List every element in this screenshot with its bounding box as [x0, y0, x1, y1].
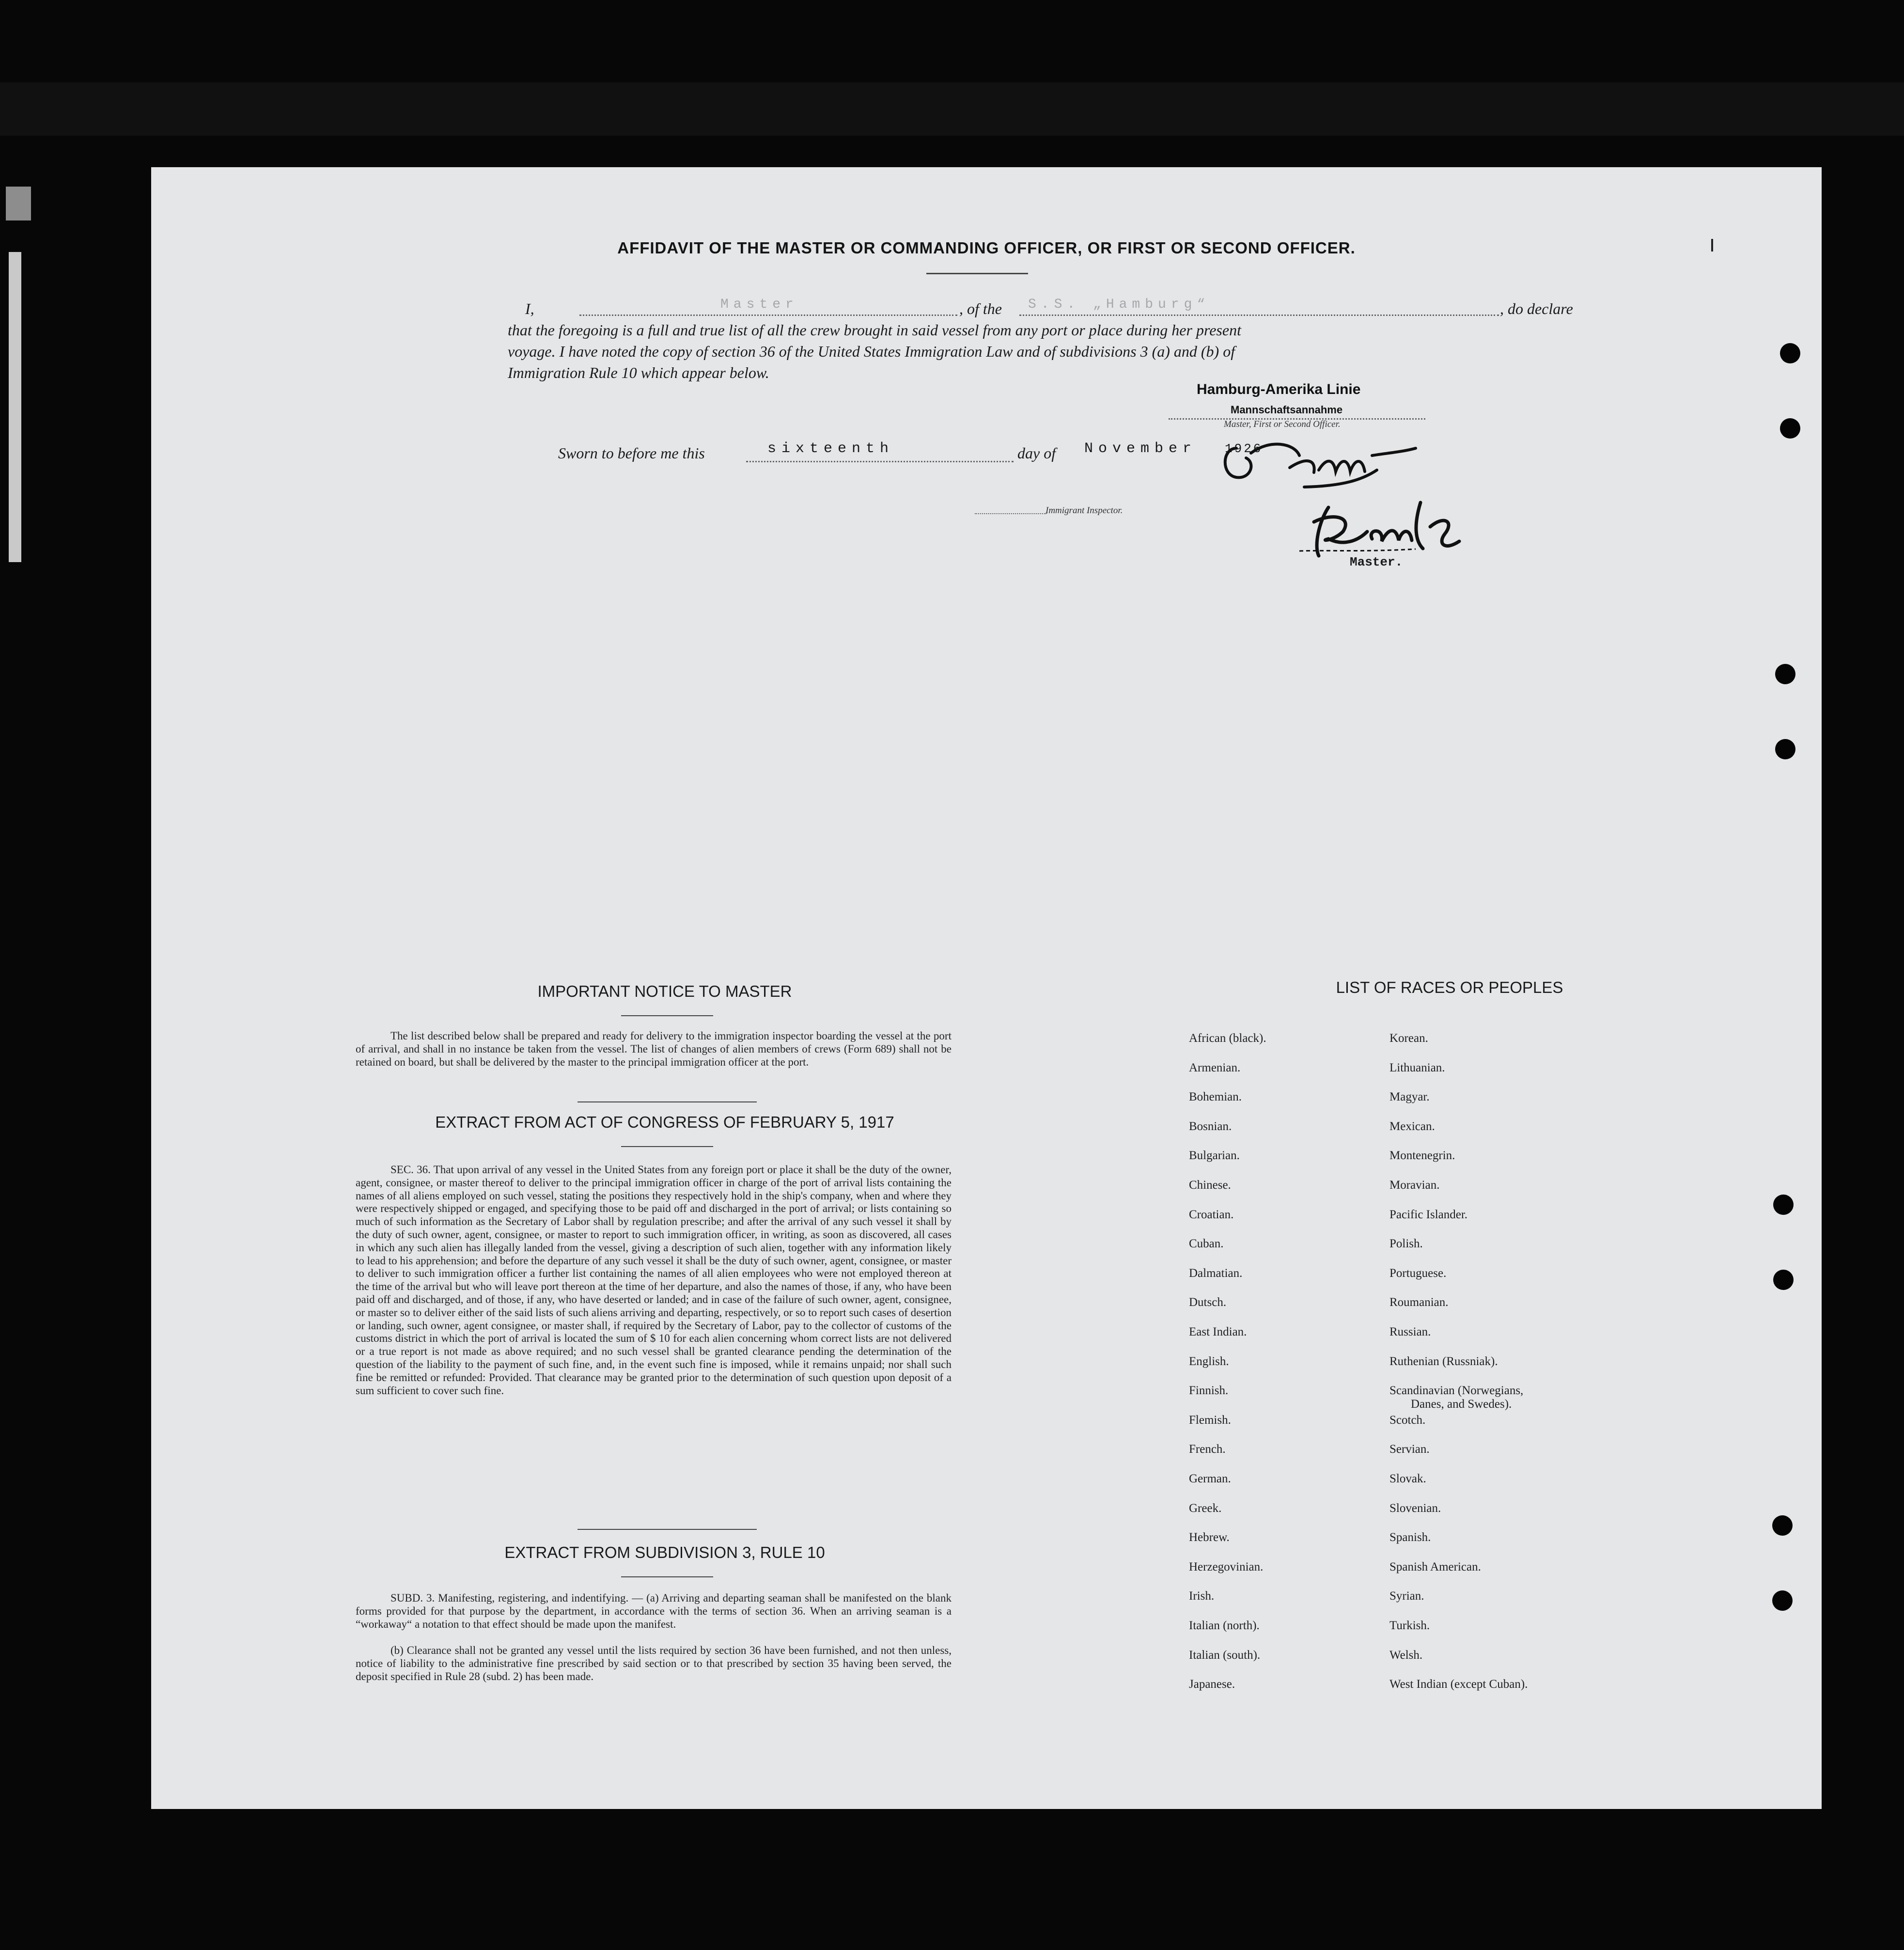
sworn-day-line [746, 461, 1014, 462]
act-section-36: SEC. 36. That upon arrival of any vessel in the United States from any foreign port or place it shall be the duty of the owner, agent, consignee, or master thereof to deliver to the principal immigration officer in charge of the port of arrival lists containing the names of all aliens employed on such vessel, stating the positions they respectively hold in the ship's company, when and where they were respectively shipped or engaged, and specifying those to be paid off and discharged in the port of arrival; or lists containing so much of such information as the Secretary of Labor shall by regulation prescribe; and after the arrival of any such vessel it shall by the duty of such owner, agent, consignee, or master to report to such immigration officer, in writing, as soon as discovered, all cases in which any such alien has illegally landed from the vessel, giving a description of such alien, together with any information likely to lead to his apprehension; and before the departure of any such vessel it shall be the duty of such owner, agent, consignee, or master to deliver to such immigration officer a further list containing the names of all alien employees who were not employed thereon at the time of the arrival but who will leave port thereon at the time of her departure, and also the names of those, if any, who have been paid off and discharged, and of those, if any, who have deserted or landed; and in case of the failure of such owner, agent, consignee, or master so to deliver either of the said lists of such aliens arriving and departing, respectively, or so to report such cases of desertion or landing, such owner, agent consignee, or master shall, if required by the Secretary of Labor, pay to the collector of customs of the customs district in which the port of arrival is located the sum of $ 10 for each alien concerning whom correct lists are not delivered or a true report is not made as above required; and no such vessel shall be granted clearance pending the determination of the question of the liability to the payment of such fine, and, in the event such fine is imposed, while it remains unpaid; nor shall such fine be remitted or refunded: Provided. That clearance may be granted prior to the determination of such question upon deposit of a sum sufficient to cover such fine. [356, 1164, 952, 1397]
notice-heading: IMPORTANT NOTICE TO MASTER [537, 982, 792, 1000]
race-item: Slovenian. [1389, 1502, 1441, 1515]
punch-hole [1780, 343, 1800, 363]
act-heading: EXTRACT FROM ACT OF CONGRESS OF FEBRUARY 5, 1917 [435, 1113, 894, 1131]
race-item: Dutsch. [1189, 1296, 1227, 1309]
punch-hole [1772, 1590, 1793, 1611]
race-item: East Indian. [1189, 1325, 1247, 1338]
race-item: Lithuanian. [1389, 1061, 1445, 1074]
race-item: Welsh. [1389, 1649, 1423, 1662]
affidavit-title: AFFIDAVIT OF THE MASTER OR COMMANDING OFFICER, OR FIRST OR SECOND OFFICER. [617, 239, 1356, 257]
race-item: Portuguese. [1389, 1267, 1447, 1280]
sworn-label: Sworn to before me this [558, 444, 705, 462]
race-item: Chinese. [1189, 1179, 1231, 1192]
race-item: Hebrew. [1189, 1531, 1230, 1544]
of-the-label: , of the [959, 300, 1002, 317]
officer-caption: Master, First or Second Officer. [1224, 419, 1341, 429]
race-item: African (black). [1189, 1032, 1266, 1045]
film-edge [0, 82, 1904, 136]
day-of-label: day of [1017, 444, 1056, 462]
notice-body: The list described below shall be prepared and ready for delivery to the immigration inspector boarding the vessel at the port of arrival, and shall in no instance be taken from the vessel. The list of changes of alien members of crews (Form 689) shall not be retained on board, but shall be delivered by the master to the principal immigration officer at the port. [356, 1030, 952, 1068]
race-item: Slovak. [1389, 1472, 1426, 1485]
race-item: French. [1189, 1443, 1226, 1456]
race-item: Italian (south). [1189, 1649, 1261, 1662]
race-item: Irish. [1189, 1589, 1215, 1603]
race-item: German. [1189, 1472, 1231, 1485]
rule-subdivision-a: SUBD. 3. Manifesting, registering, and indentifying. — (a) Arriving and departing seaman shall be manifested on the blank forms provided for that purpose by the department, in accordance with the terms of section 36. When an arriving seaman is a “workaway“ a notation to that effect should be made upon the manifest. [356, 1592, 952, 1630]
punch-hole [1773, 1195, 1794, 1215]
document-page [151, 167, 1822, 1809]
race-item: Montenegrin. [1389, 1149, 1455, 1162]
race-item: Magyar. [1389, 1090, 1430, 1103]
race-item: Moravian. [1389, 1179, 1440, 1192]
race-item: Finnish. [1189, 1384, 1229, 1397]
act-heading-rule [621, 1146, 713, 1147]
race-item: Spanish. [1389, 1531, 1431, 1544]
race-item: Polish. [1389, 1237, 1423, 1250]
officer-field: Master [720, 297, 798, 312]
officer-field-line [579, 315, 957, 316]
sworn-year-field: 1926 [1225, 441, 1263, 456]
margin-mark [1711, 239, 1713, 252]
sworn-month-field: November [1084, 440, 1197, 457]
inspector-caption: Immigrant Inspector. [1046, 505, 1123, 516]
race-item: Japanese. [1189, 1678, 1235, 1691]
declaration-line-3: voyage. I have noted the copy of section 36 of the United States Immigration Law and of subdivisions 3 (a) and (b) of [508, 343, 1235, 360]
declaration-pronoun: I, [525, 300, 534, 317]
race-item: West Indian (except Cuban). [1389, 1678, 1528, 1691]
sworn-day-field: sixteenth [767, 440, 894, 457]
race-item: Bohemian. [1189, 1090, 1242, 1103]
race-item: Flemish. [1189, 1414, 1231, 1427]
race-item-continuation: Danes, and Swedes). [1411, 1398, 1512, 1411]
act-divider [577, 1529, 757, 1530]
punch-hole [1780, 418, 1800, 439]
notice-divider [577, 1101, 757, 1102]
race-item: Spanish American. [1389, 1560, 1481, 1573]
race-item: Bosnian. [1189, 1120, 1232, 1133]
races-heading: LIST OF RACES OR PEOPLES [1336, 978, 1563, 996]
rule-heading: EXTRACT FROM SUBDIVISION 3, RULE 10 [504, 1543, 825, 1561]
race-item: Servian. [1389, 1443, 1430, 1456]
race-item: English. [1189, 1355, 1229, 1368]
company-stamp-line-2: Mannschaftsannahme [1231, 404, 1343, 416]
race-item: Ruthenian (Russniak). [1389, 1355, 1498, 1368]
rule-heading-rule [621, 1576, 713, 1577]
race-item: Herzegovinian. [1189, 1560, 1264, 1573]
vessel-field-line [1019, 315, 1499, 316]
race-item: Dalmatian. [1189, 1267, 1243, 1280]
rule-subdivision-b: (b) Clearance shall not be granted any vessel until the lists required by section 36 have been furnished, and not then unless, notice of liability to the administrative fine prescribed by said section or to that prescribed by section 35 having been served, the deposit specified in Rule 28 (subd. 2) has been made. [356, 1644, 952, 1683]
inspector-signature-line [975, 513, 1046, 514]
master-caption: Master. [1350, 555, 1403, 569]
race-item: Bulgarian. [1189, 1149, 1240, 1162]
race-item: Pacific Islander. [1389, 1208, 1468, 1221]
film-edge-marker [9, 252, 21, 562]
notice-heading-rule [621, 1015, 713, 1016]
punch-hole [1775, 664, 1795, 684]
race-item: Cuban. [1189, 1237, 1224, 1250]
vessel-field: S.S. „Hamburg“ [1028, 297, 1210, 312]
declaration-line-2: that the foregoing is a full and true list of all the crew brought in said vessel from any port or place during her present [508, 321, 1241, 339]
declaration-line-4: Immigration Rule 10 which appear below. [508, 364, 769, 381]
punch-hole [1772, 1515, 1793, 1536]
do-declare-label: , do declare [1500, 300, 1573, 317]
race-item: Italian (north). [1189, 1619, 1260, 1632]
punch-hole [1775, 739, 1795, 759]
race-item: Turkish. [1389, 1619, 1430, 1632]
race-item: Greek. [1189, 1502, 1222, 1515]
race-item: Mexican. [1389, 1120, 1435, 1133]
race-item: Armenian. [1189, 1061, 1241, 1074]
inspector-handwritten-signature [1217, 429, 1425, 492]
race-item: Scandinavian (Norwegians, [1389, 1384, 1524, 1397]
company-stamp-line-1: Hamburg-Amerika Linie [1197, 381, 1361, 397]
race-item: Croatian. [1189, 1208, 1234, 1221]
race-item: Roumanian. [1389, 1296, 1449, 1309]
film-edge-marker [6, 187, 31, 220]
race-item: Syrian. [1389, 1589, 1424, 1603]
title-underline [926, 273, 1028, 274]
race-item: Korean. [1389, 1032, 1428, 1045]
punch-hole [1773, 1270, 1794, 1290]
race-item: Russian. [1389, 1325, 1431, 1338]
race-item: Scotch. [1389, 1414, 1426, 1427]
